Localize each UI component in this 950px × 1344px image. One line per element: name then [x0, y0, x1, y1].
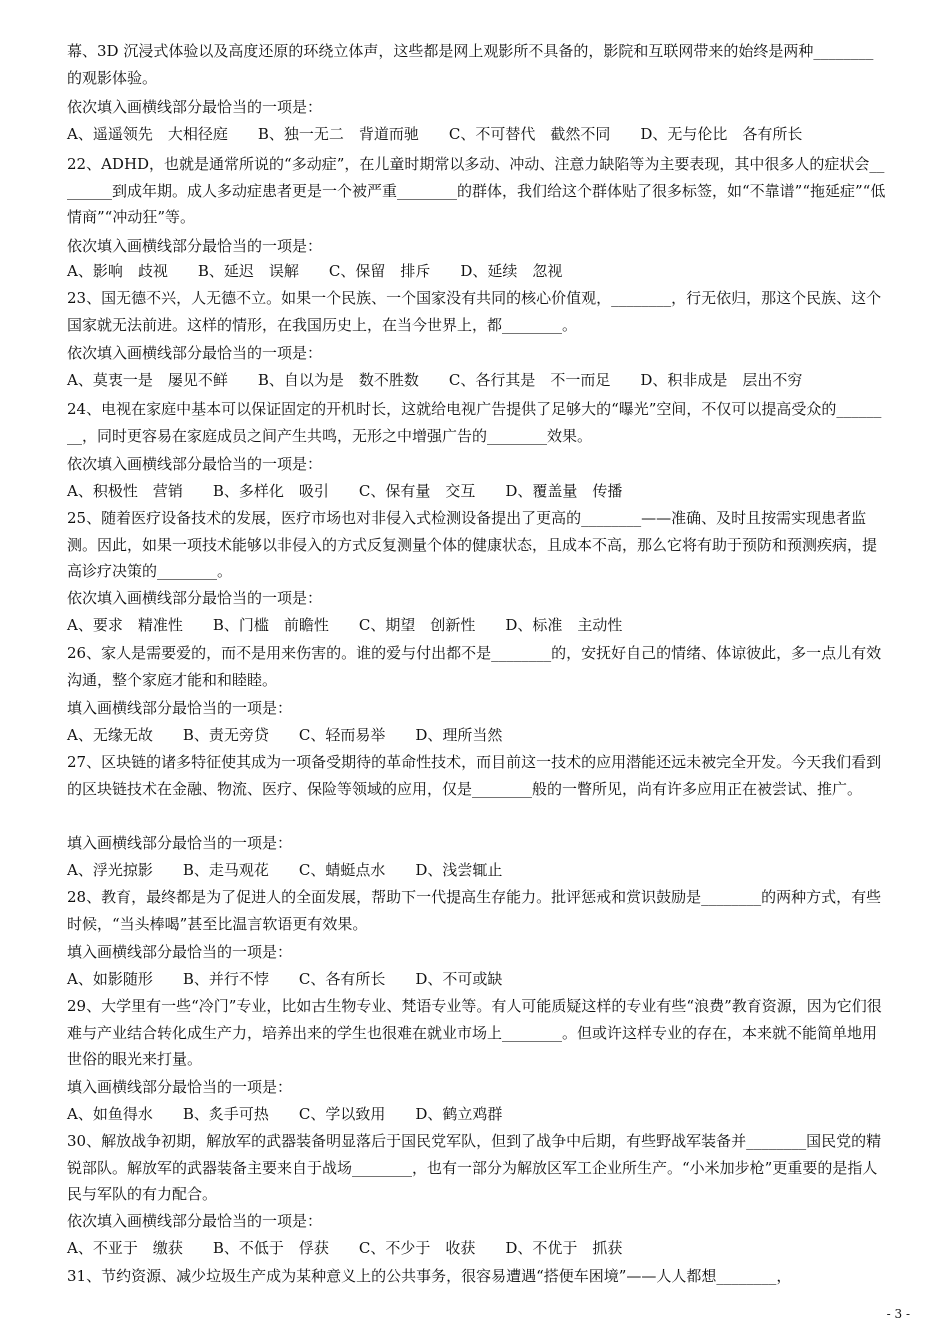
paragraph-q31-start: 31、节约资源、减少垃圾生产成为某种意义上的公共事务，很容易遭遇“搭便车困境”——人人都想________， — [67, 1267, 792, 1285]
answer-options-q26: A、无缘无故 B、责无旁贷 C、轻而易举 D、理所当然 — [67, 726, 503, 744]
paragraph-q30: 30、解放战争初期，解放军的武器装备明显落后于国民党军队，但到了战争中后期，有些野战军装备并________国民党的精锐部队。解放军的武器装备主要来自于战场________，也有一部分为解放区军工企业所生产。“小米加步枪”更重要的是指人民与军队的有力配合。 — [67, 1132, 882, 1203]
answer-options-q25: A、要求 精准性 B、门槛 前瞻性 C、期望 创新性 D、标准 主动性 — [67, 616, 623, 634]
question-prompt: 依次填入画横线部分最恰当的一项是： — [67, 237, 323, 255]
answer-options-q24: A、积极性 营销 B、多样化 吸引 C、保有量 交互 D、覆盖量 传播 — [67, 482, 623, 500]
answer-options-q21: A、遥遥领先 大相径庭 B、独一无二 背道而驰 C、不可替代 截然不同 D、无与伦比 各有所长 — [67, 125, 803, 143]
answer-options-q22: A、影响 歧视 B、延迟 误解 C、保留 排斥 D、延续 忽视 — [67, 262, 563, 280]
question-prompt: 填入画横线部分最恰当的一项是： — [67, 943, 293, 961]
paragraph-q21-end: 幕、3D 沉浸式体验以及高度还原的环绕立体声，这些都是网上观影所不具备的，影院和互联网带来的始终是两种________的观影体验。 — [67, 42, 874, 87]
answer-options-q28: A、如影随形 B、并行不悖 C、各有所长 D、不可或缺 — [67, 970, 503, 988]
question-prompt: 填入画横线部分最恰当的一项是： — [67, 699, 293, 717]
answer-options-q23: A、莫衷一是 屡见不鲜 B、自以为是 数不胜数 C、各行其是 不一而足 D、积非成是 层出不穷 — [67, 371, 803, 389]
question-prompt: 依次填入画横线部分最恰当的一项是： — [67, 1212, 323, 1230]
question-prompt: 填入画横线部分最恰当的一项是： — [67, 1078, 293, 1096]
paragraph-q24: 24、电视在家庭中基本可以保证固定的开机时长，这就给电视广告提供了足够大的“曝光”空间，不仅可以提高受众的________，同时更容易在家庭成员之间产生共鸣，无形之中增强广告的________效果。 — [67, 400, 882, 445]
paragraph-q27: 27、区块链的诸多特征使其成为一项备受期待的革命性技术，而目前这一技术的应用潜能还远未被完全开发。今天我们看到的区块链技术在金融、物流、医疗、保险等领域的应用，仅是________般的一瞥所见，尚有许多应用正在被尝试、推广。 — [67, 753, 882, 798]
paragraph-q25: 25、随着医疗设备技术的发展，医疗市场也对非侵入式检测设备提出了更高的________——准确、及时且按需实现患者监测。因此，如果一项技术能够以非侵入的方式反复测量个体的健康状态，且成本不高，那么它将有助于预防和预测疾病，提高诊疗决策的________。 — [67, 509, 878, 580]
question-prompt: 填入画横线部分最恰当的一项是： — [67, 834, 293, 852]
paragraph-q28: 28、教育，最终都是为了促进人的全面发展，帮助下一代提高生存能力。批评惩戒和赏识鼓励是________的两种方式，有些时候，“当头棒喝”甚至比温言软语更有效果。 — [67, 888, 882, 933]
answer-options-q30: A、不亚于 缴获 B、不低于 俘获 C、不少于 收获 D、不优于 抓获 — [67, 1239, 623, 1257]
paragraph-q26: 26、家人是需要爱的，而不是用来伤害的。谁的爱与付出都不是________的，安抚好自己的情绪、体谅彼此，多一点儿有效沟通，整个家庭才能和和睦睦。 — [67, 644, 882, 689]
paragraph-q29: 29、大学里有一些“冷门”专业，比如古生物专业、梵语专业等。有人可能质疑这样的专业有些“浪费”教育资源，因为它们很难与产业结合转化成生产力，培养出来的学生也很难在就业市场上________。但或许这样专业的存在，本来就不能简单地用世俗的眼光来打量。 — [67, 997, 882, 1068]
page-number: - 3 - — [886, 1307, 910, 1321]
question-prompt: 依次填入画横线部分最恰当的一项是： — [67, 455, 323, 473]
question-prompt: 依次填入画横线部分最恰当的一项是： — [67, 589, 323, 607]
question-prompt: 依次填入画横线部分最恰当的一项是： — [67, 98, 323, 116]
paragraph-q23: 23、国无德不兴，人无德不立。如果一个民族、一个国家没有共同的核心价值观，________，行无依归，那这个民族、这个国家就无法前进。这样的情形，在我国历史上，在当今世界上，都________。 — [67, 289, 882, 334]
question-prompt: 依次填入画横线部分最恰当的一项是： — [67, 344, 323, 362]
paragraph-q22: 22、ADHD，也就是通常所说的“多动症”，在儿童时期常以多动、冲动、注意力缺陷等为主要表现，其中很多人的症状会________到成年期。成人多动症患者更是一个被严重________的群体，我们给这个群体贴了很多标签，如“不靠谱”“拖延症”“低情商”“冲动狂”等。 — [67, 155, 886, 226]
answer-options-q27: A、浮光掠影 B、走马观花 C、蜻蜓点水 D、浅尝辄止 — [67, 861, 503, 879]
answer-options-q29: A、如鱼得水 B、炙手可热 C、学以致用 D、鹤立鸡群 — [67, 1105, 503, 1123]
